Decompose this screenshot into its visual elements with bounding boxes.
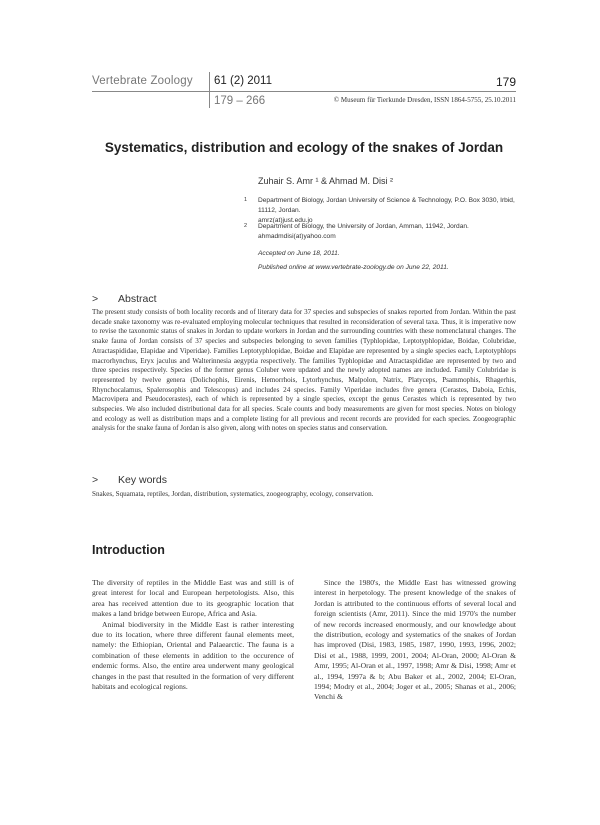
author-line: Zuhair S. Amr ¹ & Ahmad M. Disi ² — [258, 176, 394, 186]
article-title: Systematics, distribution and ecology of the snakes of Jordan — [104, 140, 504, 155]
text-column-left — [92, 578, 294, 692]
journal-pages: 179 – 266 — [214, 95, 266, 107]
header-vertical-rule — [209, 72, 210, 108]
chevron-right-icon: > — [92, 474, 99, 486]
journal-volume: 61 (2) 2011 — [214, 75, 272, 87]
text-column-right — [314, 578, 516, 703]
page-number: 179 — [495, 75, 516, 89]
affiliation-marker: 1 — [244, 197, 248, 203]
affiliation-email: ahmadmdisi(at)yahoo.com — [258, 233, 336, 240]
affiliation-address: Department of Biology, Jordan University of Science & Technology, P.O. Box 3030, Irbid, 11112, Jordan. — [258, 197, 515, 214]
keywords-text: Snakes, Squamata, reptiles, Jordan, distribution, systematics, zoogeography, ecology, conservation. — [92, 490, 374, 498]
affiliation-address: Department of Biology, the University of Jordan, Amman, 11942, Jordan. — [258, 223, 469, 230]
keywords-heading-label: Key words — [118, 474, 168, 486]
copyright-notice: © Museum für Tierkunde Dresden, ISSN 1864-5755, 25.10.2011 — [333, 96, 516, 104]
affiliation-email: amrz(at)just.edu.jo — [258, 217, 313, 224]
paragraph: Since the 1980's, the Middle East has witnessed growing interest in herpetology. The present knowledge of the snakes of Jordan is attributed to the continuous efforts of several local and foreign scientists (Amr, 2011). Since the mid 1970's the number of new records increased enormously, and our knowledge about the distribution, ecology and systematics of the snakes of Jordan has improved (Disi, 1983, 1985, 1987, 1990, 1993, 1996, 2002; Disi et al., 1988, 1999, 2001, 2004; Al-Oran, 2000; Al-Oran & Amr, 1995; Al-Oran et al., 1997, 1998; Amr & Disi, 1998; Amr et al., 1994, 1997a & b; Abu Baker et al., 2002, 2004; El-Oran, 1994; Modry et al., 2004; Joger et al., 2005; Shanas et al., 2006; Venchi & — [314, 578, 516, 702]
paragraph: The diversity of reptiles in the Middle East was and still is of great interest for local and European herpetologists. Also, this area has received attention due to its geographic location that makes a land bridge between Europe, Africa and Asia. — [92, 578, 294, 619]
keywords-heading — [92, 474, 167, 486]
accepted-date: Accepted on June 18, 2011. — [258, 250, 340, 257]
journal-name: Vertebrate Zoology — [92, 75, 193, 87]
published-online: Published online at www.vertebrate-zoology.de on June 22, 2011. — [258, 264, 449, 271]
paragraph: Animal biodiversity in the Middle East is rather interesting due to its location, where three different faunal elements meet, namely: the Ethiopian, Oriental and Palaearctic. The fauna is a combination of these elements in addition to the occurence of endemic forms. Also, the entire area underwent many geological changes in the past that resulted in the formation of very different habitats and ecological regions. — [92, 619, 294, 692]
affiliation-marker: 2 — [244, 223, 248, 229]
chevron-right-icon: > — [92, 293, 99, 305]
abstract-heading — [92, 293, 157, 305]
abstract-heading-label: Abstract — [118, 293, 157, 305]
header-rule — [92, 91, 516, 92]
abstract-text: The present study consists of both locality records and of literary data for 37 species and subspecies of snakes reported from Jordan. Within the past decade snake taxonomy was re-evaluated employing molecular techniques that resulted in reconsideration of several taxa. Thus, it is imperative now to revise the taxonomic status of snakes in Jordan to update workers in Jordan and the surrounding countries with these nomenclatural changes. The snake fauna of Jordan consists of 37 species and subspecies belonging to seven families (Typhlopidae, Leptotyphlopidae, Boidae, Colubridae, Atractaspididae, Elapidae and Viperidae). Families Leptotyphlopidae, Boidae and Elapidae are represented by a single species each, Leptotyphlops macrorhynchus, Eryx jaculus and Walterinnesia aegyptia respectively. The families Typhlopidae and Atractaspididae are represented by two and three species respectively. Species of the former genus Coluber were updated and the newly adopted names are included. Family Colubridae is represented by twelve genera (Dolichophis, Eirenis, Hemorrhois, Lytorhynchus, Malpolon, Natrix, Platyceps, Psammophis, Rhagerhis, Rhynchocalamus, Spalerosophis and Telescopus) and includes 24 species. Family Viperidae includes five genera (Cerastes, Daboia, Echis, Macrovipera and Pseudocerastes), each of which is represented by a single species, except the genus Cerastes which is represented by two subspecies. We also included distributional data for all species. Scale counts and body measurements are given for most species. Notes on biology and ecology as well as distribution maps and a complete listing for all previous and recent records are provided for each species. Zoogeographic analysis for the snake fauna of Jordan is also given, along with notes on species status and conservation. — [92, 308, 516, 433]
affiliation-2 — [244, 222, 523, 242]
introduction-heading: Introduction — [92, 543, 165, 557]
